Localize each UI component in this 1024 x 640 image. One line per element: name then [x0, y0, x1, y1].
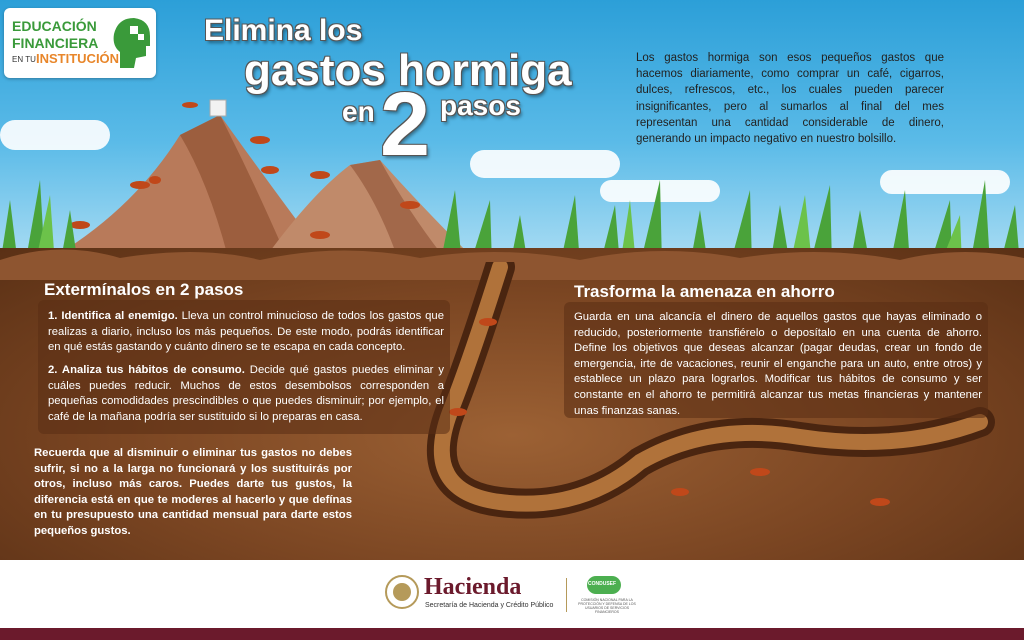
educacion-financiera-logo: [4, 8, 156, 78]
footer-bar: [0, 628, 1024, 640]
step2-text: Decide qué gastos puedes eliminar y cuáles puedes reducir. Muchos de estos desembolsos corresponden a pequeñas comodidades prescindibles o que puedes disminuir; por ejemplo, el café de la mañana podría ser sustituido si lo preparas en casa.: [48, 364, 444, 423]
title-line3-pre: en: [342, 96, 375, 127]
condusef-logo: [587, 576, 621, 594]
step1-paragraph: [48, 309, 444, 356]
title-line3-post: pasos: [440, 90, 521, 121]
reminder-paragraph: Recuerda que al disminuir o eliminar tus gastos no debes sufrir, si no a la larga no funcionará y los sustituirás por otros, incluso más caros. Puedes darte tus gustos, la diferencia está en que te moderes al hacerlo y que defínas en tu presupuesto una cantidad mensual para darte estos pequeños gustos.: [34, 447, 352, 537]
footer-divider: [566, 578, 567, 612]
hacienda-subtitle: Secretaría de Hacienda y Crédito Público: [425, 602, 554, 609]
logo-line2: FINANCIERA: [12, 35, 99, 51]
step2-title: 2. Analiza tus hábitos de consumo.: [48, 364, 245, 376]
right-paragraph: Guarda en una alcancía el dinero de aquellos gastos que hayas eliminado o reducido, posteriormente transfiérelo o deposítalo en una cuenta de ahorro. Define los objetivos que deseas alcanzar (pagar deudas, crear un fondo de emergencia, irte de vacaciones, reunir el enganche para un auto, entre otros) y establece un plazo para lograrlos. Modificar tus hábitos de consumo y ser constante en el ahorro te permitirá alcanzar tus metas financieras y mantener unas finanzas sanas.: [574, 311, 982, 417]
step2-paragraph: [48, 363, 444, 425]
step1-title: 1. Identifica al enemigo.: [48, 310, 178, 322]
step1-text: Lleva un control minucioso de todos los gastos que realizas a diario, incluso los más pequeños. De este modo, podrás identificar en qué estás gastando y cuánto dinero se te escapa en cada concepto.: [48, 310, 444, 354]
logo-line3-prefix: EN TU: [12, 55, 36, 64]
hacienda-label: Hacienda: [424, 574, 522, 600]
right-heading: Trasforma la amenaza en ahorro: [574, 282, 835, 301]
title-number: 2: [380, 75, 431, 175]
condusef-label: CONDUSEF: [588, 581, 617, 587]
logo-line1: EDUCACIÓN: [12, 18, 97, 34]
logo-line3: INSTITUCIÓN: [36, 51, 120, 66]
intro-paragraph: Los gastos hormiga son esos pequeños gastos que hacemos diariamente, como comprar un café, cigarros, dulces, refrescos, etc., los cuales pueden parecer insignificantes, pero al sumarlos al final del mes representan una cantidad considerable de dinero, generando un impacto negativo en nuestro bolsillo.: [636, 52, 944, 146]
head-puzzle-icon: [112, 16, 152, 70]
left-heading: Extermínalos en 2 pasos: [44, 280, 244, 299]
condusef-subtitle: COMISIÓN NACIONAL PARA LA PROTECCIÓN Y DEFENSA DE LOS USUARIOS DE SERVICIOS FINANCIEROS: [578, 598, 636, 614]
title-line2: gastos hormiga: [244, 46, 572, 95]
title-line1: Elimina los: [204, 14, 363, 47]
mexico-seal-icon: [384, 574, 420, 610]
